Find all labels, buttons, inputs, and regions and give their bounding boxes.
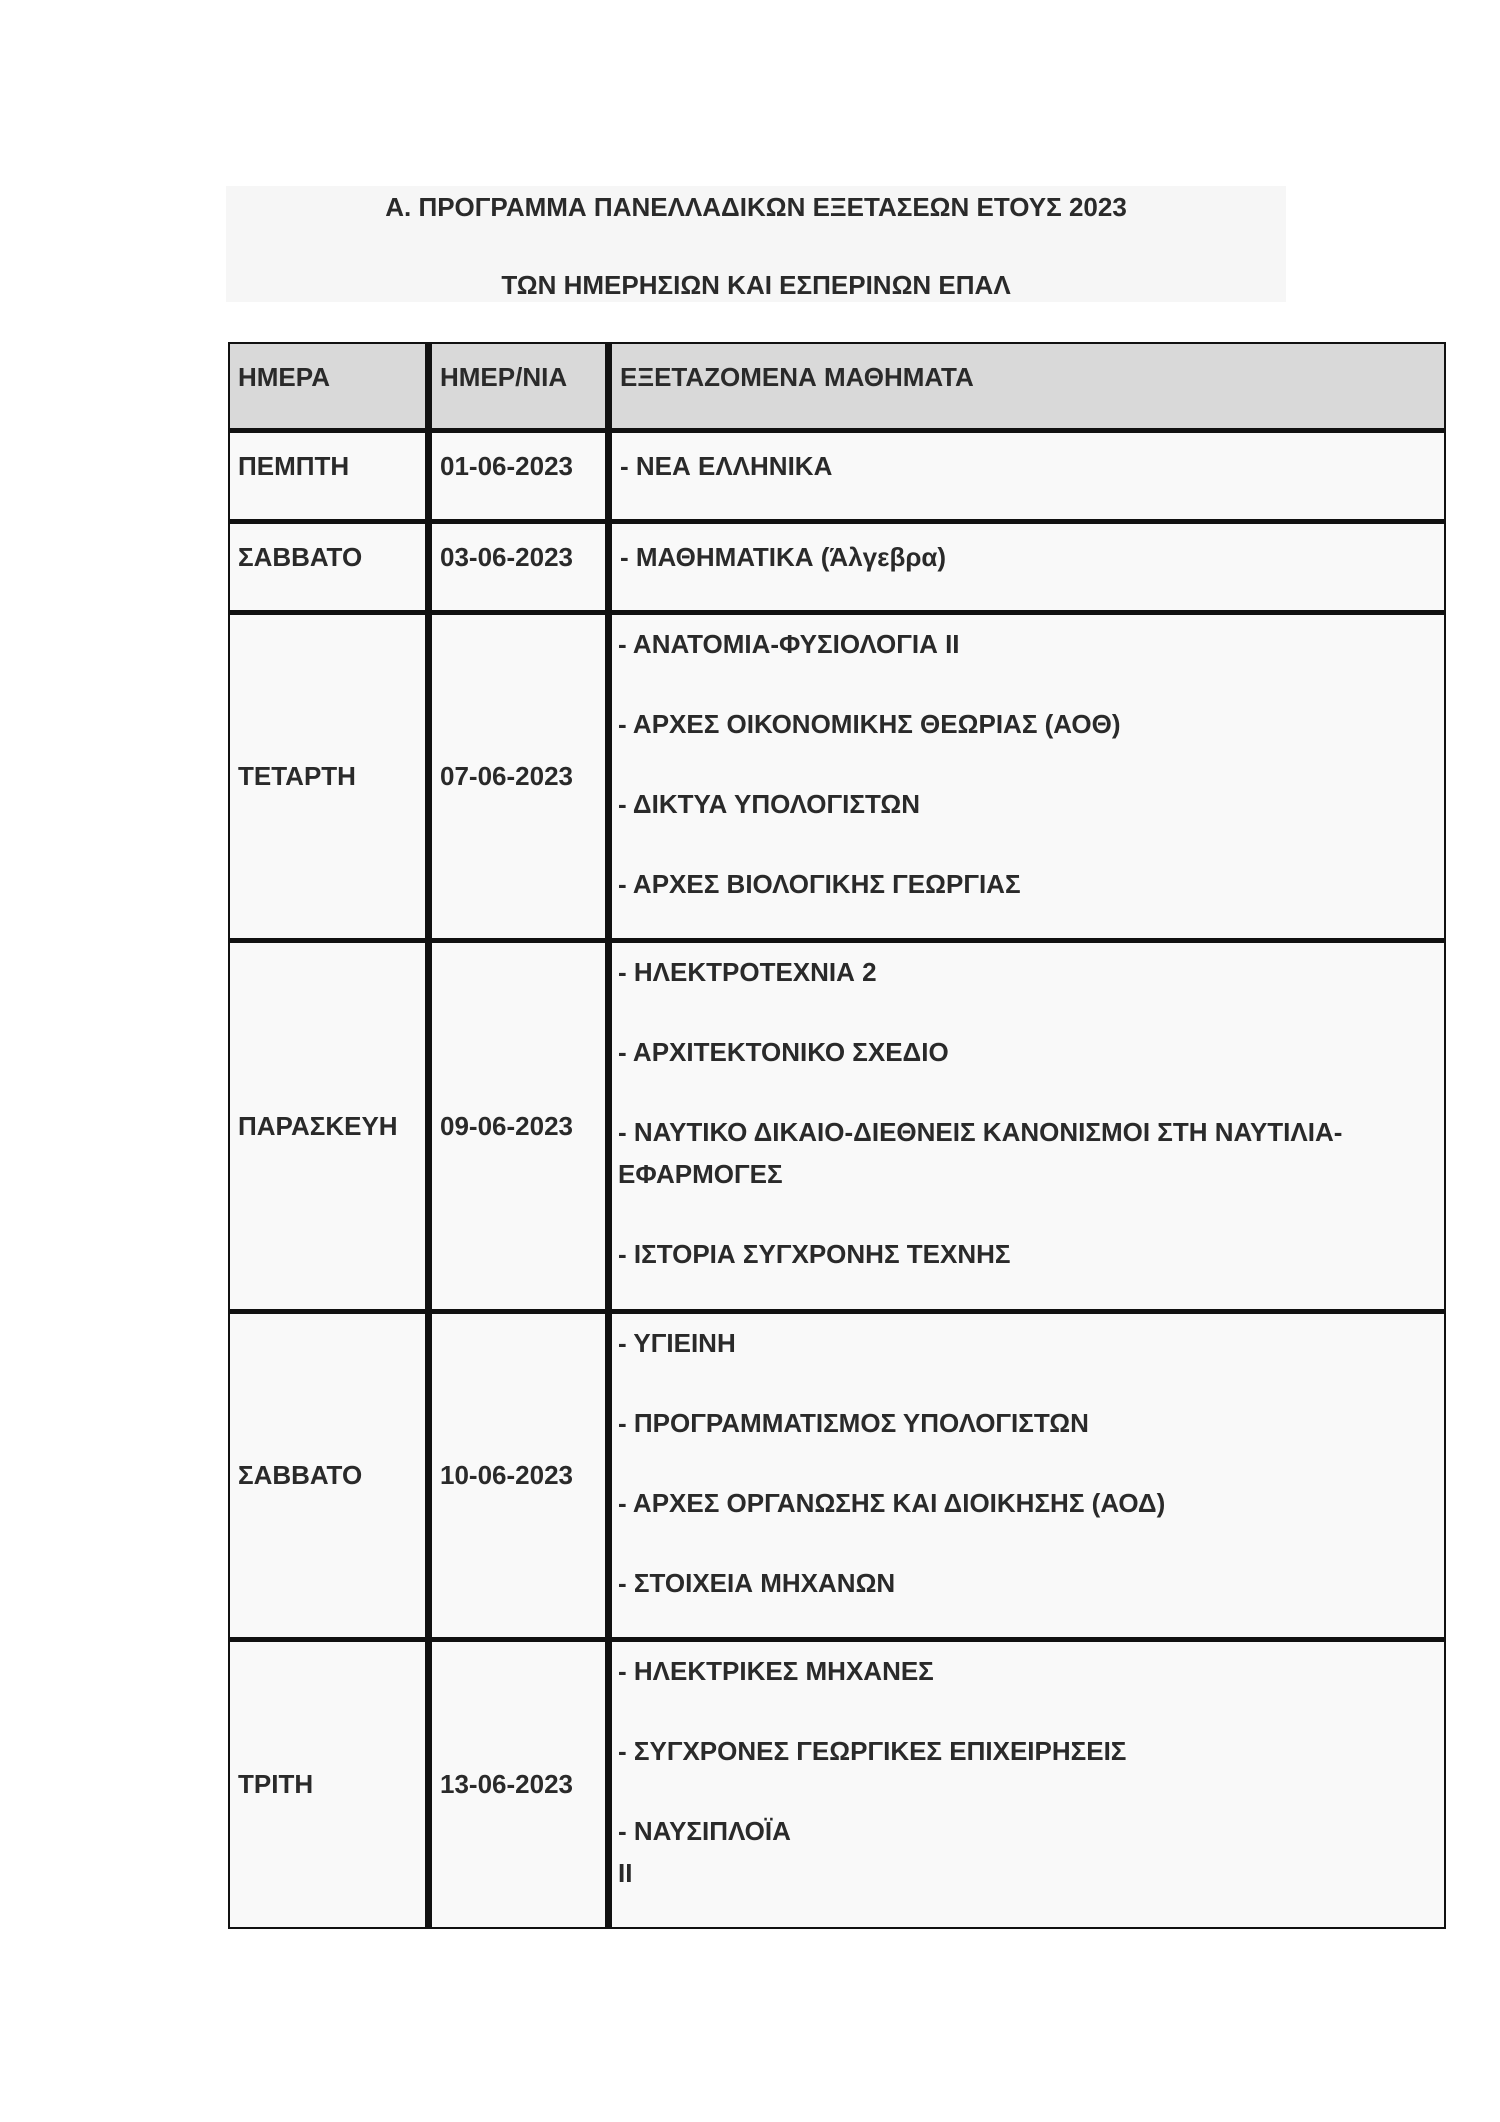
header-day: ΗΜΕΡΑ: [229, 343, 429, 431]
subjects-cell: [609, 431, 1446, 522]
table-row: [229, 431, 1445, 522]
table-row: [229, 522, 1445, 613]
subjects-cell: [609, 941, 1446, 1312]
day-cell: ΣΑΒΒΑΤΟ: [229, 1312, 429, 1640]
title-line-1: Α. ΠΡΟΓΡΑΜΜΑ ΠΑΝΕΛΛΑΔΙΚΩΝ ΕΞΕΤΑΣΕΩΝ ΕΤΟΥΣ 2023: [385, 192, 1127, 222]
subjects-cell: [609, 522, 1446, 613]
subject-item: - ΣΤΟΙΧΕΙΑ ΜΗΧΑΝΩΝ: [618, 1568, 896, 1598]
date-cell: 01-06-2023: [429, 431, 609, 522]
subject-item: - ΝΑΥΤΙΚΟ ΔΙΚΑΙΟ-ΔΙΕΘΝΕΙΣ ΚΑΝΟΝΙΣΜΟΙ ΣΤΗ ΝΑΥΤΙΛΙΑ- ΕΦΑΡΜΟΓΕΣ: [618, 1111, 1436, 1195]
subject-continuation: ΕΦΑΡΜΟΓΕΣ: [618, 1159, 783, 1189]
date-cell: 10-06-2023: [429, 1312, 609, 1640]
day-cell: ΤΡΙΤΗ: [229, 1640, 429, 1928]
subjects-cell: [609, 613, 1446, 941]
day-cell: ΠΑΡΑΣΚΕΥΗ: [229, 941, 429, 1312]
subject-item: - ΣΥΓΧΡΟΝΕΣ ΓΕΩΡΓΙΚΕΣ ΕΠΙΧΕΙΡΗΣΕΙΣ: [618, 1736, 1127, 1766]
document-title-block: [226, 186, 1286, 302]
date-cell: 03-06-2023: [429, 522, 609, 613]
header-subjects: ΕΞΕΤΑΖΟΜΕΝΑ ΜΑΘΗΜΑΤΑ: [609, 343, 1446, 431]
date-cell: 09-06-2023: [429, 941, 609, 1312]
subject-item: - ΠΡΟΓΡΑΜΜΑΤΙΣΜΟΣ ΥΠΟΛΟΓΙΣΤΩΝ: [618, 1408, 1089, 1438]
table-row: [229, 1312, 1445, 1640]
subject-item: - ΜΑΘΗΜΑΤΙΚΑ (Άλγεβρα): [620, 542, 947, 572]
subject-item: - ΑΡΧΕΣ ΟΙΚΟΝΟΜΙΚΗΣ ΘΕΩΡΙΑΣ (ΑΟΘ): [618, 709, 1121, 739]
subject-item: - ΗΛΕΚΤΡΟΤΕΧΝΙΑ 2: [618, 957, 877, 987]
date-cell: 13-06-2023: [429, 1640, 609, 1928]
subject-item: - ΑΡΧΕΣ ΟΡΓΑΝΩΣΗΣ ΚΑΙ ΔΙΟΙΚΗΣΗΣ (ΑΟΔ): [618, 1488, 1166, 1518]
subject-item: - ΑΡΧΙΤΕΚΤΟΝΙΚΟ ΣΧΕΔΙΟ: [618, 1037, 949, 1067]
table-row: [229, 941, 1445, 1312]
subjects-cell: [609, 1312, 1446, 1640]
subject-item: - ΔΙΚΤΥΑ ΥΠΟΛΟΓΙΣΤΩΝ: [618, 789, 920, 819]
subject-item: - ΥΓΙΕΙΝΗ: [618, 1328, 736, 1358]
subject-item: - ΙΣΤΟΡΙΑ ΣΥΓΧΡΟΝΗΣ ΤΕΧΝΗΣ: [618, 1239, 1011, 1269]
subject-item: - ΗΛΕΚΤΡΙΚΕΣ ΜΗΧΑΝΕΣ: [618, 1656, 934, 1686]
day-cell: ΠΕΜΠΤΗ: [229, 431, 429, 522]
exam-schedule-table: [228, 342, 1446, 1929]
subject-item: - ΑΝΑΤΟΜΙΑ-ΦΥΣΙΟΛΟΓΙΑ ΙΙ: [618, 629, 960, 659]
subject-item: - ΑΡΧΕΣ ΒΙΟΛΟΓΙΚΗΣ ΓΕΩΡΓΙΑΣ: [618, 869, 1021, 899]
table-row: [229, 613, 1445, 941]
subject-continuation: ΙΙ: [618, 1858, 633, 1888]
day-cell: ΣΑΒΒΑΤΟ: [229, 522, 429, 613]
header-date: ΗΜΕΡ/ΝΙΑ: [429, 343, 609, 431]
title-line-2: ΤΩΝ ΗΜΕΡΗΣΙΩΝ ΚΑΙ ΕΣΠΕΡΙΝΩΝ ΕΠΑΛ: [501, 270, 1011, 300]
subjects-cell: [609, 1640, 1446, 1928]
day-cell: ΤΕΤΑΡΤΗ: [229, 613, 429, 941]
table-row: [229, 1640, 1445, 1928]
subject-item: - ΝΕΑ ΕΛΛΗΝΙΚΑ: [620, 451, 833, 481]
date-cell: 07-06-2023: [429, 613, 609, 941]
subject-item: - ΝΑΥΣΙΠΛΟΪΑ ΙΙ: [618, 1810, 1436, 1894]
table-header-row: [229, 343, 1445, 431]
